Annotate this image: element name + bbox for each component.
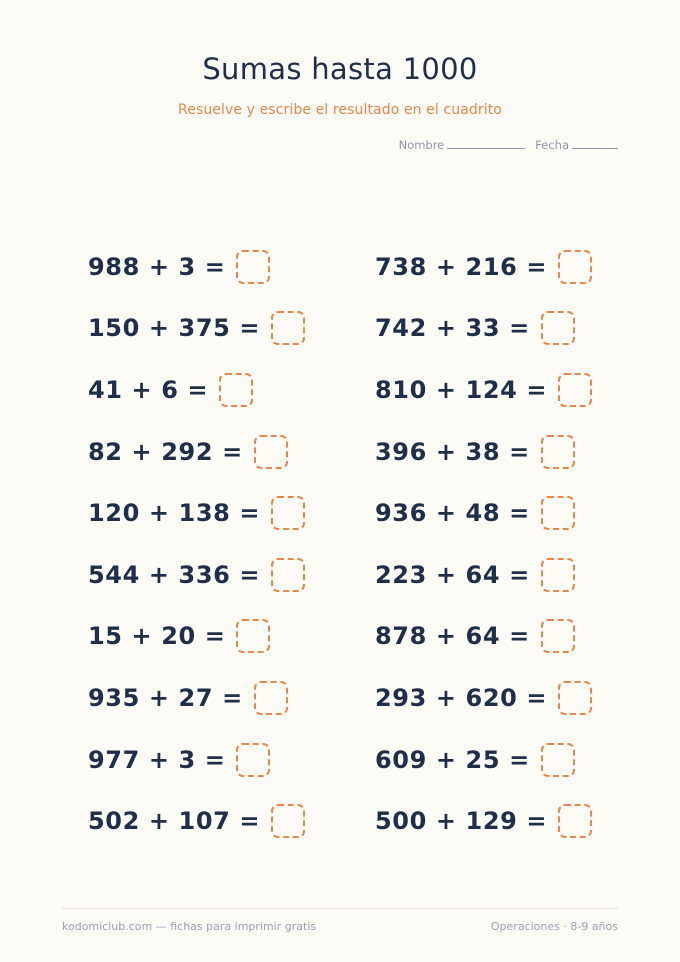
footer-site-text: kodomiclub.com — fichas para imprimir gratis — [62, 920, 317, 933]
problem-row — [375, 359, 592, 421]
problem-expression: 150 + 375 = — [88, 314, 261, 343]
problem-expression: 41 + 6 = — [88, 375, 209, 404]
fecha-label: Fecha — [535, 138, 569, 152]
problem-row — [88, 667, 305, 729]
answer-box — [541, 496, 575, 530]
problem-row — [88, 236, 305, 298]
problem-row — [375, 236, 592, 298]
answer-box — [254, 435, 288, 469]
answer-box — [219, 373, 253, 407]
student-info — [399, 138, 618, 152]
problems-column-right — [375, 236, 592, 852]
problem-row — [375, 606, 592, 668]
problem-row — [375, 544, 592, 606]
problem-expression: 988 + 3 = — [88, 252, 226, 281]
problem-row — [375, 667, 592, 729]
problem-row — [88, 790, 305, 852]
problem-row — [88, 729, 305, 791]
problem-row — [88, 544, 305, 606]
problem-row — [375, 421, 592, 483]
answer-box — [541, 743, 575, 777]
problem-expression: 82 + 292 = — [88, 437, 243, 466]
answer-box — [558, 373, 592, 407]
answer-box — [541, 311, 575, 345]
problem-row — [88, 606, 305, 668]
answer-box — [271, 311, 305, 345]
problem-expression: 293 + 620 = — [375, 683, 548, 712]
page-subtitle: Resuelve y escribe el resultado en el cuadrito — [178, 102, 502, 118]
problem-expression: 810 + 124 = — [375, 375, 548, 404]
answer-box — [558, 804, 592, 838]
problem-row — [375, 790, 592, 852]
problem-expression: 396 + 38 = — [375, 437, 530, 466]
problems-column-left — [88, 236, 305, 852]
answer-box — [541, 619, 575, 653]
problem-expression: 15 + 20 = — [88, 622, 226, 651]
problem-row — [375, 729, 592, 791]
fecha-field — [535, 138, 618, 152]
problem-expression: 609 + 25 = — [375, 745, 530, 774]
problem-row — [88, 421, 305, 483]
answer-box — [558, 250, 592, 284]
problem-row — [88, 359, 305, 421]
problem-expression: 738 + 216 = — [375, 252, 548, 281]
answer-box — [236, 250, 270, 284]
nombre-line — [447, 138, 525, 149]
answer-box — [271, 496, 305, 530]
footer-category-text: Operaciones · 8-9 años — [490, 920, 618, 933]
nombre-field — [399, 138, 526, 152]
answer-box — [271, 558, 305, 592]
answer-box — [541, 558, 575, 592]
problem-expression: 878 + 64 = — [375, 622, 530, 651]
problem-expression: 223 + 64 = — [375, 560, 530, 589]
answer-box — [254, 681, 288, 715]
answer-box — [271, 804, 305, 838]
problem-expression: 120 + 138 = — [88, 499, 261, 528]
problem-expression: 500 + 129 = — [375, 807, 548, 836]
problem-expression: 935 + 27 = — [88, 683, 243, 712]
problem-expression: 502 + 107 = — [88, 807, 261, 836]
problem-expression: 936 + 48 = — [375, 499, 530, 528]
footer-divider — [62, 908, 618, 909]
page-title: Sumas hasta 1000 — [202, 52, 478, 86]
problem-row — [88, 298, 305, 360]
answer-box — [558, 681, 592, 715]
problem-expression: 977 + 3 = — [88, 745, 226, 774]
nombre-label: Nombre — [398, 138, 445, 152]
answer-box — [236, 619, 270, 653]
problem-row — [88, 482, 305, 544]
answer-box — [541, 435, 575, 469]
problem-row — [375, 482, 592, 544]
fecha-line — [572, 138, 618, 149]
answer-box — [236, 743, 270, 777]
problem-expression: 742 + 33 = — [375, 314, 530, 343]
problem-row — [375, 298, 592, 360]
problem-expression: 544 + 336 = — [88, 560, 261, 589]
